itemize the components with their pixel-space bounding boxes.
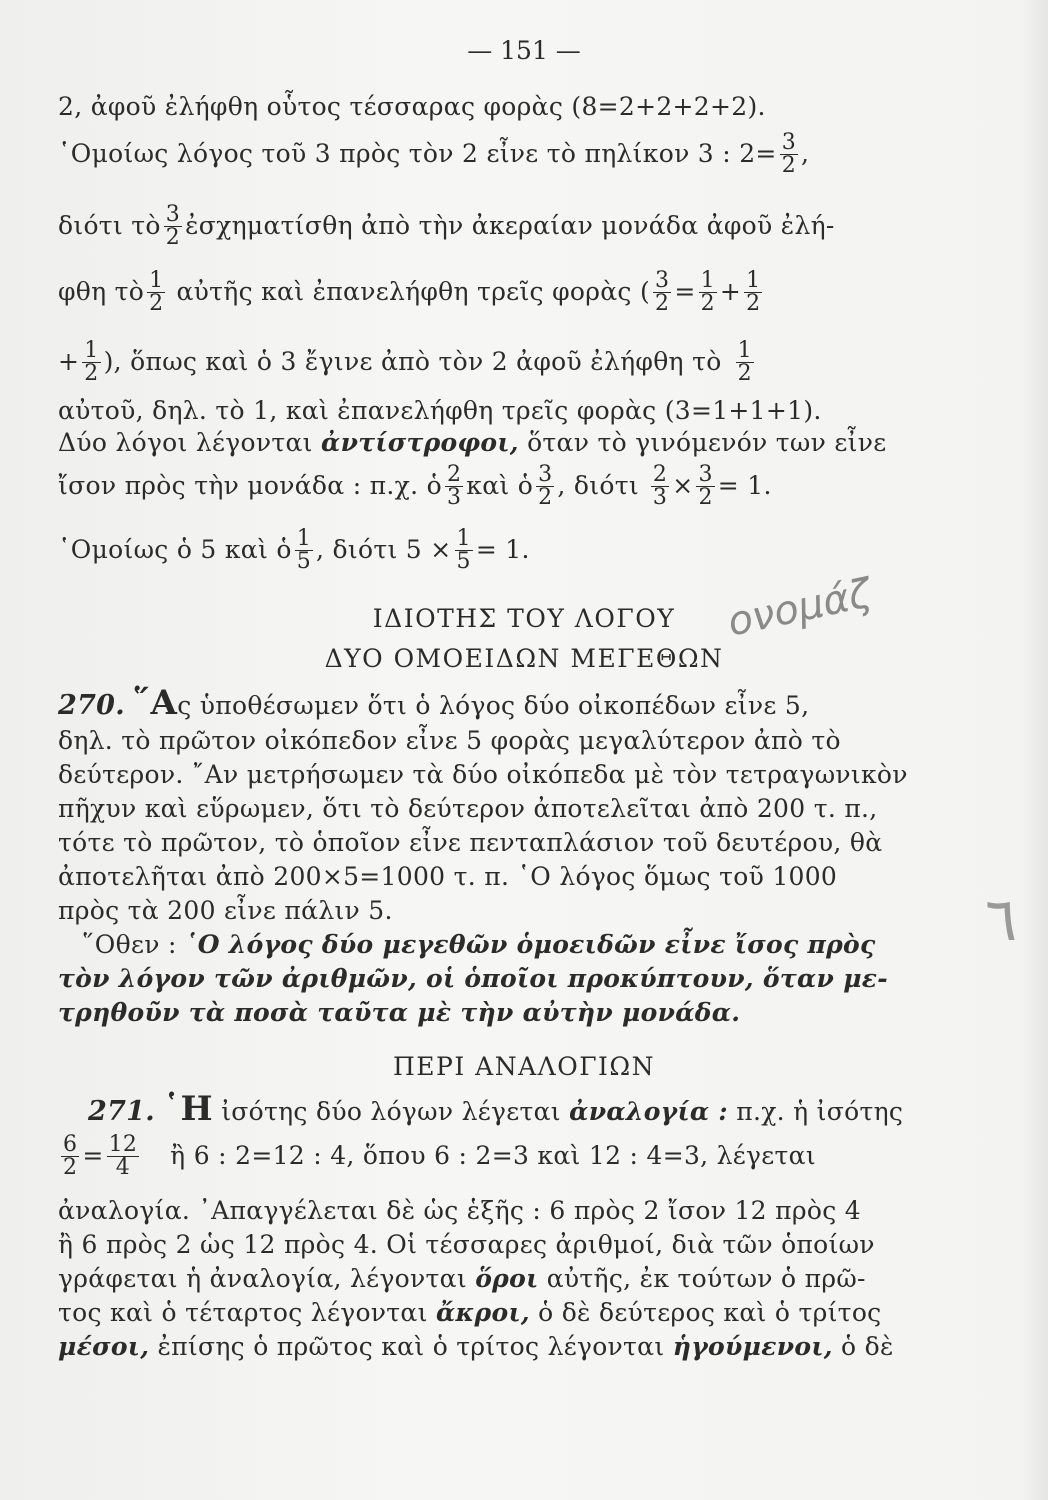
fraction: $\frac{3}{2}$: [655, 267, 670, 316]
fraction: $\frac{3}{2}$: [781, 129, 796, 178]
term-oroi: ὅροι: [475, 1264, 539, 1293]
handwritten-note: ονομάζ: [723, 570, 876, 646]
fraction: $\frac{3}{2}$: [538, 461, 553, 510]
fraction: $\frac{3}{2}$: [165, 201, 181, 250]
text-line: 2, ἀφοῦ ἐλήφθη οὗτος τέσσαρας φορὰς (8=2+2+2+2).: [58, 92, 766, 121]
section-heading: ΔΥΟ ΟΜΟΕΙΔΩΝ ΜΕΓΕΘΩΝ: [324, 644, 724, 673]
text-line: [58, 683, 920, 723]
term-antistrofoi: ἀντίστροφοι,: [321, 428, 519, 457]
term-analogia: ἀναλογία :: [569, 1097, 728, 1126]
text-span: διότι τὸ: [58, 211, 161, 240]
fraction: $\frac{1}{2}$: [737, 337, 752, 386]
text-line: [58, 1264, 920, 1294]
text-span: Δύο λόγοι λέγονται: [58, 428, 313, 457]
text-span: αὐτῆς, ἐκ τούτων ὁ πρῶ-: [546, 1264, 866, 1293]
text-span: ὁ δὲ δεύτερος καὶ ὁ τρίτος: [538, 1298, 882, 1327]
text-line: [58, 428, 920, 458]
text-span: τος καὶ ὁ τέταρτος λέγονται: [58, 1298, 428, 1327]
text-span: π.χ. ἡ ἰσότης: [736, 1097, 904, 1126]
text-span: = 1.: [475, 535, 530, 564]
fraction: $\frac{1}{5}$: [456, 525, 471, 574]
fraction: $\frac{1}{2}$: [746, 267, 761, 316]
margin-mark: ٦: [985, 885, 1018, 955]
text-span: ἐσχηματίσθη ἀπὸ τὴν ἀκεραίαν μονάδα ἀφοῦ ἐλή-: [185, 211, 835, 240]
text-span: καὶ ὁ: [466, 471, 534, 500]
section-number: 270.: [58, 690, 125, 721]
rule-text: ῾Ο λόγος δύο μεγεθῶν ὁμοειδῶν εἶνε ἴσος πρὸς: [184, 930, 876, 959]
text-span: , διότι: [557, 471, 639, 500]
text-span: ἐπίσης ὁ πρῶτος καὶ ὁ τρίτος λέγονται: [157, 1332, 665, 1361]
text-line: [58, 930, 920, 960]
text-line: ἀποτελῆται ἀπὸ 200×5=1000 τ. π. ῾Ο λόγος ὅμως τοῦ 1000: [58, 862, 838, 891]
text-span: ῾Ομοίως λόγος τοῦ 3 πρὸς τὸν 2 εἶνε τὸ πηλίκον 3 : 2=: [58, 139, 777, 168]
text-span: ὁ δὲ: [841, 1332, 894, 1361]
text-span: ῾Ομοίως ὁ 5 καὶ ὁ: [58, 535, 292, 564]
text-line: δηλ. τὸ πρῶτον οἰκόπεδον εἶνε 5 φορὰς μεγαλύτερον ἀπὸ τὸ: [58, 726, 841, 755]
fraction: $\frac{12}{4}$: [108, 1131, 138, 1180]
fraction: $\frac{3}{2}$: [698, 461, 713, 510]
text-span: ῞Οθεν :: [82, 930, 177, 959]
fraction: $\frac{1}{5}$: [296, 525, 312, 574]
drop-cap: ῞Α: [133, 683, 178, 723]
text-span: ἢ 6 : 2=12 : 4, ὅπου 6 : 2=3 καὶ 12 : 4=3, λέγεται: [170, 1141, 816, 1170]
text-line: πῆχυν καὶ εὕρωμεν, ὅτι τὸ δεύτερον ἀποτελεῖται ἀπὸ 200 τ. π.,: [58, 794, 878, 823]
text-line: δεύτερον. ῎Αν μετρήσωμεν τὰ δύο οἰκόπεδα μὲ τὸν τετραγωνικὸν: [58, 760, 908, 789]
page-number: — 151 —: [467, 36, 581, 65]
text-span: φθη τὸ: [58, 277, 145, 306]
fraction: $\frac{6}{2}$: [63, 1131, 78, 1180]
text-span: ς ὑποθέσωμεν ὅτι ὁ λόγος δύο οἰκοπέδων εἶνε 5,: [177, 691, 810, 720]
text-span: γράφεται ἡ ἀναλογία, λέγονται: [58, 1264, 467, 1293]
fraction: $\frac{1}{2}$: [84, 337, 99, 386]
text-line: [58, 524, 920, 576]
text-span: ἴσον πρὸς τὴν μονάδα : π.χ. ὁ: [58, 471, 442, 500]
text-line: ἢ 6 πρὸς 2 ὡς 12 πρὸς 4. Οἱ τέσσαρες ἀριθμοί, διὰ τῶν ὁποίων: [58, 1230, 875, 1259]
term-igoumenoi: ἡγούμενοι,: [672, 1332, 833, 1361]
text-line: [58, 1332, 920, 1362]
text-span: αὐτῆς καὶ ἐπανελήφθη τρεῖς φορὰς (: [176, 277, 651, 306]
text-span: ), ὅπως καὶ ὁ 3 ἔγινε ἀπὸ τὸν 2 ἀφοῦ ἐλήφθη τὸ: [103, 347, 722, 376]
text-span: ἰσότης δύο λόγων λέγεται: [221, 1097, 561, 1126]
fraction: $\frac{2}{3}$: [652, 461, 668, 510]
term-akroi: ἄκροι,: [435, 1298, 530, 1327]
text-span: , διότι 5 ×: [316, 535, 452, 564]
text-line: ῾Ομοίως λόγος τοῦ 3 πρὸς τὸν 2 εἶνε τὸ πηλίκον 3 : 2= $\frac{3}{2}$ ,: [58, 129, 810, 178]
term-mesoi: μέσοι,: [58, 1332, 150, 1361]
text-line: [58, 1089, 920, 1129]
text-line: $\frac{6}{2}$ = $\frac{12}{4}$ ἢ 6 : 2=12 : 4, ὅπου 6 : 2=3 καὶ 12 : 4=3, λέγεται: [63, 1131, 816, 1180]
text-span: ὅταν τὸ γινόμενόν των εἶνε: [527, 428, 887, 457]
section-heading: ΙΔΙΟΤΗΣ ΤΟΥ ΛΟΓΟΥ: [372, 604, 676, 633]
text-line: ἀναλογία. ᾿Απαγγέλεται δὲ ὡς ἑξῆς : 6 πρὸς 2 ἴσον 12 πρὸς 4: [58, 1196, 861, 1225]
fraction: $\frac{2}{3}$: [446, 461, 462, 510]
text-line: φθη τὸ $\frac{1}{2}$ αὐτῆς καὶ ἐπανελήφθη τρεῖς φορὰς ( $\frac{3}{2}$ = $\frac{1}{2}$ + $\frac{1}{2}$: [58, 267, 761, 316]
section-number: 271.: [88, 1096, 155, 1127]
text-line: [58, 200, 920, 252]
text-line: τότε τὸ πρῶτον, τὸ ὁποῖον εἶνε πενταπλάσιον τοῦ δευτέρου, θὰ: [58, 828, 883, 857]
text-line: [58, 1298, 920, 1328]
text-line: αὐτοῦ, δηλ. τὸ 1, καὶ ἐπανελήφθη τρεῖς φορὰς (3=1+1+1).: [58, 396, 822, 425]
text-line: ἴσον πρὸς τὴν μονάδα : π.χ. ὁ $\frac{2}{3}$ καὶ ὁ $\frac{3}{2}$ , διότι $\frac{2}{3}$ × $\frac{3}{2}$ = 1.: [58, 461, 772, 510]
rule-text: τὸν λόγον τῶν ἀριθμῶν, οἱ ὁποῖοι προκύπτουν, ὅταν με-: [58, 964, 888, 993]
fraction: $\frac{1}{2}$: [149, 267, 164, 316]
text-line: πρὸς τὰ 200 εἶνε πάλιν 5.: [58, 896, 393, 925]
rule-text: τρηθοῦν τὰ ποσὰ ταῦτα μὲ τὴν αὐτὴν μονάδα.: [58, 998, 741, 1027]
drop-cap: ῾Η: [163, 1089, 213, 1129]
text-line: + $\frac{1}{2}$ ), ὅπως καὶ ὁ 3 ἔγινε ἀπὸ τὸν 2 ἀφοῦ ἐλήφθη τὸ $\frac{1}{2}$: [58, 337, 752, 386]
section-heading: ΠΕΡΙ ΑΝΑΛΟΓΙΩΝ: [392, 1052, 656, 1081]
fraction: $\frac{1}{2}$: [700, 267, 715, 316]
